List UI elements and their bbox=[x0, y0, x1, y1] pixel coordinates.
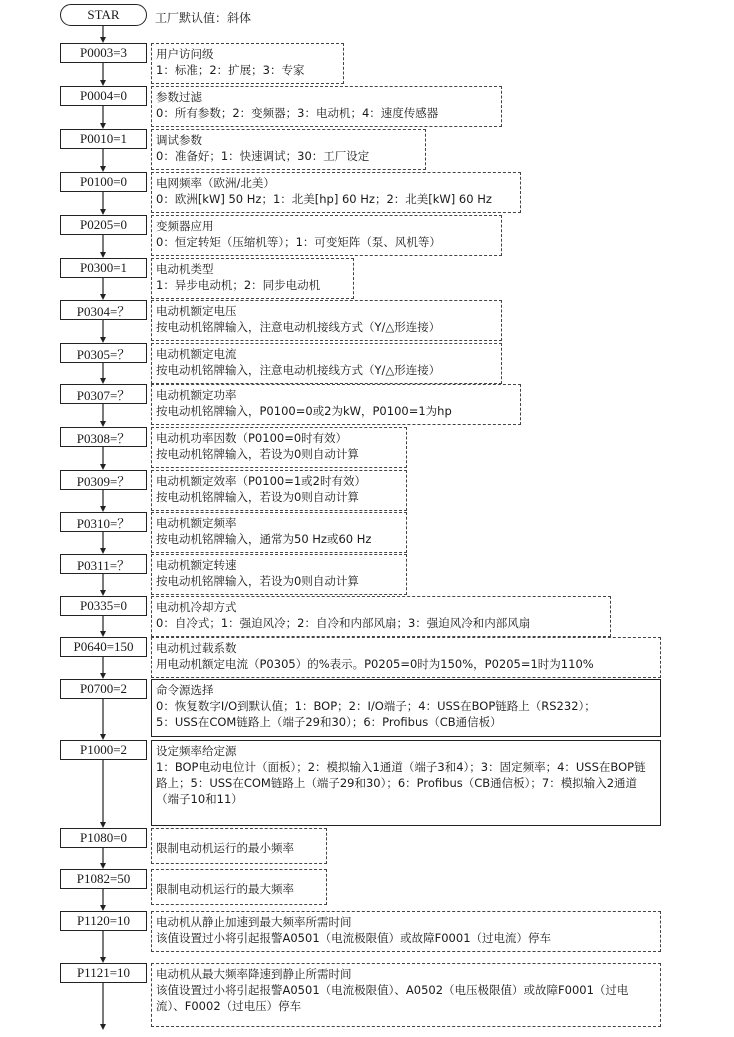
step-desc-p0311: 电动机额定转速 按电动机铭牌输入，若设为0则自动计算 bbox=[151, 554, 407, 595]
flow-arrow bbox=[100, 278, 106, 300]
step-param-p1120: P1120=10 bbox=[60, 911, 147, 931]
flow-arrow bbox=[100, 699, 106, 740]
step-param-p0310: P0310=？ bbox=[60, 512, 147, 532]
flow-arrow bbox=[100, 404, 106, 427]
step-desc-p0010: 调试参数 0：准备好；1：快速调试；30：工厂设定 bbox=[151, 129, 426, 170]
step-param-p0311: P0311=？ bbox=[60, 554, 147, 574]
step-desc-p0300: 电动机类型 1：异步电动机；2：同步电动机 bbox=[151, 258, 354, 299]
step-desc-p0640: 电动机过载系数 用电动机额定电流（P0305）的%表示。P0205=0时为150%，P0205=1时为110% bbox=[151, 637, 661, 678]
step-param-p0305: P0305=？ bbox=[60, 343, 147, 363]
step-param-p1080: P1080=0 bbox=[60, 828, 147, 848]
flow-arrow bbox=[100, 192, 106, 215]
flow-arrow bbox=[100, 889, 106, 911]
step-desc-p0309: 电动机额定效率（P0100=1或2时有效） 按电动机铭牌输入，若设为0则自动计算 bbox=[151, 470, 407, 511]
step-desc-p0100: 电网频率（欧洲/北美） 0：欧洲[kW] 50 Hz；1：北美[hp] 60 Hz；2：北美[kW] 60 Hz bbox=[151, 172, 521, 213]
flow-arrow bbox=[100, 149, 106, 172]
step-desc-p0305: 电动机额定电流 按电动机铭牌输入，注意电动机接线方式（Y/△形连接） bbox=[151, 343, 502, 384]
flow-arrow bbox=[100, 532, 106, 554]
step-desc-p0304: 电动机额定电压 按电动机铭牌输入，注意电动机接线方式（Y/△形连接） bbox=[151, 300, 502, 341]
flow-arrow bbox=[100, 363, 106, 384]
flow-arrow bbox=[100, 490, 106, 512]
flow-arrow bbox=[100, 320, 106, 343]
step-desc-p0205: 变频器应用 0：恒定转矩（压缩机等）；1：可变矩阵（泵、风机等） bbox=[151, 215, 502, 256]
step-desc-p1000: 设定频率给定源 1：BOP电动电位计（面板）；2：模拟输入1通道（端子3和4）；3：固定频率；4：USS在BOP链路上；5：USS在COM链路上（端子29和30）；6：Profibus（CB通信板）；7：模拟输入2通道（端子10和11） bbox=[151, 740, 661, 826]
step-param-p1121: P1121=10 bbox=[60, 963, 147, 983]
start-node: STAR bbox=[60, 4, 147, 26]
start-note: 工厂默认值：斜体 bbox=[155, 11, 252, 25]
step-param-p1082: P1082=50 bbox=[60, 869, 147, 889]
flow-arrow bbox=[100, 616, 106, 637]
flow-arrow bbox=[100, 574, 106, 596]
step-desc-p0308: 电动机功率因数（P0100=0时有效） 按电动机铭牌输入，若设为0则自动计算 bbox=[151, 427, 407, 468]
flow-arrow bbox=[100, 931, 106, 963]
step-param-p0205: P0205=0 bbox=[60, 215, 147, 235]
step-param-p0100: P0100=0 bbox=[60, 172, 147, 192]
step-param-p0700: P0700=2 bbox=[60, 679, 147, 699]
flow-arrow bbox=[100, 106, 106, 129]
step-param-p1000: P1000=2 bbox=[60, 740, 147, 760]
step-desc-p1121: 电动机从最大频率降速到静止所需时间 该值设置过小将引起报警A0501（电流极限值）、A0502（电压极限值）或故障F0001（过电流）、F0002（过电压）停车 bbox=[151, 963, 661, 1027]
step-desc-p0700: 命令源选择 0：恢复数字I/O到默认值；1：BOP；2：I/O端子；4：USS在BOP链路上（RS232）； 5：USS在COM链路上（端子29和30）；6：Profibus（CB通信板） bbox=[151, 679, 661, 737]
step-param-p0640: P0640=150 bbox=[60, 637, 147, 657]
step-param-p0004: P0004=0 bbox=[60, 86, 147, 106]
step-desc-p1082: 限制电动机运行的最大频率 bbox=[151, 869, 327, 905]
step-desc-p0307: 电动机额定功率 按电动机铭牌输入，P0100=0或2为kW，P0100=1为hp bbox=[151, 384, 521, 425]
flow-arrow bbox=[100, 235, 106, 258]
step-param-p0300: P0300=1 bbox=[60, 258, 147, 278]
flow-arrow bbox=[100, 63, 106, 86]
flow-arrow bbox=[100, 26, 106, 43]
step-param-p0010: P0010=1 bbox=[60, 129, 147, 149]
step-desc-p0335: 电动机冷却方式 0：自冷式；1：强迫风冷；2：自冷和内部风扇；3：强迫风冷和内部风扇 bbox=[151, 596, 611, 637]
step-param-p0304: P0304=？ bbox=[60, 300, 147, 320]
step-desc-p0003: 用户访问级 1：标准；2：扩展；3：专家 bbox=[151, 43, 344, 84]
step-param-p0308: P0308=？ bbox=[60, 427, 147, 447]
step-param-p0307: P0307=？ bbox=[60, 384, 147, 404]
step-param-p0003: P0003=3 bbox=[60, 43, 147, 63]
step-desc-p1120: 电动机从静止加速到最大频率所需时间 该值设置过小将引起报警A0501（电流极限值）或故障F0001（过电流）停车 bbox=[151, 911, 661, 952]
flow-arrow bbox=[100, 760, 106, 828]
flow-arrow bbox=[100, 983, 106, 1030]
step-param-p0309: P0309=？ bbox=[60, 470, 147, 490]
flow-arrow bbox=[100, 657, 106, 679]
flow-arrow bbox=[100, 447, 106, 470]
flow-arrow bbox=[100, 848, 106, 869]
step-desc-p0004: 参数过滤 0：所有参数；2：变频器；3：电动机；4：速度传感器 bbox=[151, 86, 502, 127]
step-param-p0335: P0335=0 bbox=[60, 596, 147, 616]
step-desc-p1080: 限制电动机运行的最小频率 bbox=[151, 828, 327, 864]
step-desc-p0310: 电动机额定频率 按电动机铭牌输入，通常为50 Hz或60 Hz bbox=[151, 512, 407, 553]
